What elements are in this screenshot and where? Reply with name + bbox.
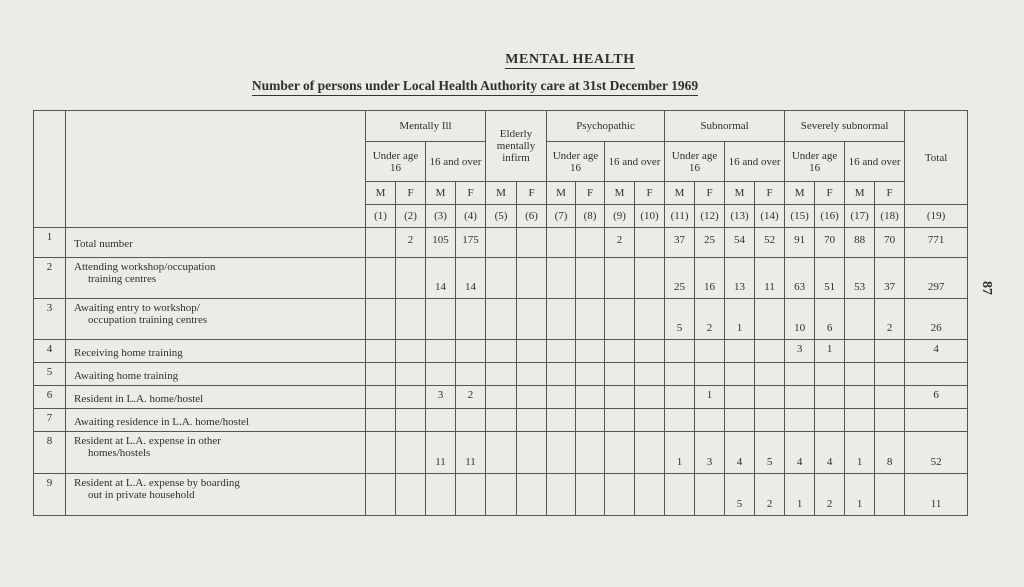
page-title: MENTAL HEALTH	[505, 52, 635, 67]
cell-value	[635, 432, 665, 474]
row-number: 3	[34, 299, 66, 340]
colnum: (9)	[605, 205, 635, 228]
cell-value	[635, 228, 665, 258]
row-number: 2	[34, 258, 66, 299]
cell-value: 70	[875, 228, 905, 258]
header-psychopathic: Psychopathic	[547, 111, 665, 142]
cell-value	[605, 258, 635, 299]
row-label	[66, 363, 366, 386]
table-row	[34, 432, 968, 474]
cell-value	[785, 363, 815, 386]
cell-value	[695, 363, 725, 386]
cell-value	[635, 299, 665, 340]
cell-value	[605, 432, 635, 474]
mental-health-table	[33, 110, 968, 516]
cell-value	[547, 258, 576, 299]
cell-total: 297	[905, 258, 968, 299]
table-caption: Number of persons under Local Health Authority care at 31st December 1969	[0, 78, 950, 94]
cell-value: 70	[815, 228, 845, 258]
cell-value	[576, 432, 605, 474]
header-age: 16 and over	[426, 142, 486, 182]
colnum: (10)	[635, 205, 665, 228]
cell-value: 88	[845, 228, 875, 258]
cell-value	[486, 340, 517, 363]
cell-value	[815, 386, 845, 409]
header-sex: F	[576, 182, 605, 205]
cell-value	[396, 386, 426, 409]
cell-value: 11	[456, 432, 486, 474]
cell-value	[366, 432, 396, 474]
cell-value	[665, 340, 695, 363]
cell-value	[635, 474, 665, 516]
row-number: 8	[34, 432, 66, 474]
row-label	[66, 386, 366, 409]
colnum: (2)	[396, 205, 426, 228]
cell-value	[547, 340, 576, 363]
cell-value: 2	[456, 386, 486, 409]
cell-value	[695, 474, 725, 516]
cell-value	[665, 363, 695, 386]
cell-value: 1	[845, 474, 875, 516]
table-row	[34, 386, 968, 409]
cell-total: 771	[905, 228, 968, 258]
cell-value	[875, 386, 905, 409]
cell-value: 25	[695, 228, 725, 258]
cell-value	[456, 340, 486, 363]
cell-value: 4	[785, 432, 815, 474]
cell-value: 51	[815, 258, 845, 299]
cell-value: 16	[695, 258, 725, 299]
cell-value	[845, 299, 875, 340]
header-sex: M	[426, 182, 456, 205]
cell-value	[486, 409, 517, 432]
header-sex: M	[547, 182, 576, 205]
row-label-line1: Total number	[74, 238, 133, 250]
cell-value	[576, 409, 605, 432]
cell-value	[785, 409, 815, 432]
cell-value	[635, 409, 665, 432]
cell-value	[547, 363, 576, 386]
cell-value	[486, 474, 517, 516]
cell-value	[785, 386, 815, 409]
cell-value: 175	[456, 228, 486, 258]
row-label-line1: Awaiting home training	[74, 369, 179, 382]
cell-value: 6	[815, 299, 845, 340]
cell-value	[725, 409, 755, 432]
cell-value	[665, 474, 695, 516]
cell-value	[725, 340, 755, 363]
colnum: (18)	[875, 205, 905, 228]
cell-value	[456, 363, 486, 386]
header-sex: M	[665, 182, 695, 205]
cell-value: 3	[426, 386, 456, 409]
cell-total	[905, 409, 968, 432]
row-label-line1: Resident at L.A. expense in other	[74, 435, 221, 447]
cell-value: 52	[755, 228, 785, 258]
header-age: 16 and over	[605, 142, 665, 182]
cell-value: 2	[875, 299, 905, 340]
row-number: 7	[34, 409, 66, 432]
cell-value	[366, 386, 396, 409]
row-number: 4	[34, 340, 66, 363]
row-number: 1	[34, 228, 66, 258]
colnum: (3)	[426, 205, 456, 228]
cell-value: 14	[426, 258, 456, 299]
table-row	[34, 409, 968, 432]
cell-value	[486, 228, 517, 258]
table-row	[34, 228, 968, 258]
header-total: Total	[905, 111, 968, 205]
header-sex: M	[605, 182, 635, 205]
row-label	[66, 228, 366, 258]
header-sex: F	[517, 182, 547, 205]
header-sex: M	[725, 182, 755, 205]
cell-value: 8	[875, 432, 905, 474]
cell-value	[875, 409, 905, 432]
cell-value: 2	[755, 474, 785, 516]
colnum: (16)	[815, 205, 845, 228]
colnum: (13)	[725, 205, 755, 228]
header-blank-num	[34, 111, 66, 228]
cell-value: 5	[665, 299, 695, 340]
page-number: 87	[979, 281, 994, 295]
row-label	[66, 432, 366, 474]
cell-value	[725, 363, 755, 386]
cell-value	[517, 258, 547, 299]
cell-value: 54	[725, 228, 755, 258]
cell-value	[875, 474, 905, 516]
header-sex: M	[366, 182, 396, 205]
cell-value	[517, 363, 547, 386]
cell-value	[605, 474, 635, 516]
cell-value: 91	[785, 228, 815, 258]
cell-value: 11	[755, 258, 785, 299]
colnum: (7)	[547, 205, 576, 228]
cell-value	[486, 363, 517, 386]
cell-value	[486, 299, 517, 340]
cell-value: 4	[725, 432, 755, 474]
row-label-line1: Attending workshop/occupation	[74, 261, 216, 273]
cell-value: 2	[605, 228, 635, 258]
colnum: (11)	[665, 205, 695, 228]
cell-value	[396, 363, 426, 386]
cell-value	[605, 340, 635, 363]
cell-value	[755, 409, 785, 432]
cell-value	[576, 340, 605, 363]
cell-value: 1	[845, 432, 875, 474]
colnum: (14)	[755, 205, 785, 228]
cell-value: 3	[785, 340, 815, 363]
cell-value	[635, 258, 665, 299]
cell-value	[426, 340, 456, 363]
cell-value	[396, 474, 426, 516]
cell-value	[456, 409, 486, 432]
cell-value	[486, 258, 517, 299]
cell-value	[605, 363, 635, 386]
cell-value	[456, 474, 486, 516]
cell-value: 1	[725, 299, 755, 340]
cell-value	[695, 409, 725, 432]
header-elderly: Elderly mentally infirm	[486, 111, 547, 182]
header-sex: F	[456, 182, 486, 205]
colnum: (6)	[517, 205, 547, 228]
cell-value	[396, 299, 426, 340]
header-age: Under age 16	[547, 142, 605, 182]
cell-value	[755, 299, 785, 340]
cell-total: 4	[905, 340, 968, 363]
cell-value	[547, 409, 576, 432]
cell-value	[517, 474, 547, 516]
cell-value	[517, 299, 547, 340]
cell-value	[366, 474, 396, 516]
cell-value	[517, 228, 547, 258]
cell-value	[547, 299, 576, 340]
cell-value	[517, 386, 547, 409]
cell-value	[456, 299, 486, 340]
row-label	[66, 299, 366, 340]
cell-value	[547, 386, 576, 409]
cell-value	[875, 363, 905, 386]
cell-value	[755, 340, 785, 363]
header-sex: M	[486, 182, 517, 205]
header-sex: F	[875, 182, 905, 205]
header-age: 16 and over	[845, 142, 905, 182]
header-row-groups	[34, 111, 968, 142]
table-row	[34, 299, 968, 340]
cell-value	[517, 340, 547, 363]
cell-value	[517, 432, 547, 474]
row-number: 6	[34, 386, 66, 409]
colnum-total: (19)	[905, 205, 968, 228]
cell-value: 11	[426, 432, 456, 474]
cell-value	[517, 409, 547, 432]
cell-value: 14	[456, 258, 486, 299]
header-sex: M	[845, 182, 875, 205]
cell-value: 1	[815, 340, 845, 363]
cell-value	[366, 340, 396, 363]
cell-value: 2	[815, 474, 845, 516]
header-severely-subnormal: Severely subnormal	[785, 111, 905, 142]
header-sex: F	[695, 182, 725, 205]
cell-value: 1	[695, 386, 725, 409]
cell-value: 25	[665, 258, 695, 299]
cell-value	[755, 386, 785, 409]
cell-value: 1	[785, 474, 815, 516]
cell-value: 5	[725, 474, 755, 516]
cell-value	[366, 258, 396, 299]
cell-value: 63	[785, 258, 815, 299]
cell-value	[845, 386, 875, 409]
table-row	[34, 340, 968, 363]
cell-value	[426, 474, 456, 516]
cell-value: 13	[725, 258, 755, 299]
table-body	[34, 228, 968, 516]
cell-value	[845, 340, 875, 363]
cell-total: 26	[905, 299, 968, 340]
cell-total: 6	[905, 386, 968, 409]
cell-value	[605, 299, 635, 340]
colnum: (4)	[456, 205, 486, 228]
cell-value: 2	[396, 228, 426, 258]
row-label-line2: occupation training centres	[88, 314, 208, 326]
cell-value	[426, 409, 456, 432]
header-subnormal: Subnormal	[665, 111, 785, 142]
cell-value	[396, 258, 426, 299]
cell-total: 52	[905, 432, 968, 474]
table-row	[34, 363, 968, 386]
row-label	[66, 474, 366, 516]
cell-value	[486, 432, 517, 474]
cell-value	[665, 409, 695, 432]
cell-value: 37	[875, 258, 905, 299]
colnum: (17)	[845, 205, 875, 228]
cell-value: 3	[695, 432, 725, 474]
cell-total: 11	[905, 474, 968, 516]
cell-value	[576, 258, 605, 299]
cell-value	[815, 363, 845, 386]
cell-value: 105	[426, 228, 456, 258]
row-label-line1: Receiving home training	[74, 346, 183, 359]
row-label	[66, 409, 366, 432]
row-label-line1: Awaiting entry to workshop/	[74, 302, 200, 314]
cell-value	[426, 363, 456, 386]
cell-value: 4	[815, 432, 845, 474]
colnum: (5)	[486, 205, 517, 228]
row-number: 5	[34, 363, 66, 386]
cell-value	[635, 386, 665, 409]
cell-value: 5	[755, 432, 785, 474]
cell-value	[845, 363, 875, 386]
header-sex: F	[635, 182, 665, 205]
cell-value	[605, 409, 635, 432]
cell-value	[366, 228, 396, 258]
cell-value	[576, 363, 605, 386]
cell-value	[725, 386, 755, 409]
cell-value	[486, 386, 517, 409]
cell-value	[605, 386, 635, 409]
cell-total	[905, 363, 968, 386]
colnum: (12)	[695, 205, 725, 228]
header-blank-label	[66, 111, 366, 228]
row-label-line2: out in private household	[88, 489, 195, 501]
row-label-line1: Resident in L.A. home/hostel	[74, 392, 204, 405]
header-age: Under age 16	[366, 142, 426, 182]
header-age: Under age 16	[665, 142, 725, 182]
cell-value	[366, 363, 396, 386]
cell-value	[396, 340, 426, 363]
cell-value	[576, 299, 605, 340]
cell-value	[845, 409, 875, 432]
row-label	[66, 258, 366, 299]
cell-value: 1	[665, 432, 695, 474]
header-sex: F	[396, 182, 426, 205]
cell-value	[815, 409, 845, 432]
row-number: 9	[34, 474, 66, 516]
header-sex: F	[755, 182, 785, 205]
cell-value	[396, 432, 426, 474]
colnum: (8)	[576, 205, 605, 228]
row-label-line1: Awaiting residence in L.A. home/hostel	[74, 415, 249, 428]
cell-value	[547, 432, 576, 474]
cell-value	[547, 228, 576, 258]
row-label-line1: Resident at L.A. expense by boarding	[74, 477, 240, 489]
row-label-line2: training centres	[88, 273, 157, 285]
row-label-line2: homes/hostels	[88, 447, 151, 459]
cell-value	[366, 299, 396, 340]
cell-value	[576, 228, 605, 258]
cell-value: 37	[665, 228, 695, 258]
header-sex: M	[785, 182, 815, 205]
header-age: Under age 16	[785, 142, 845, 182]
header-sex: F	[815, 182, 845, 205]
cell-value	[665, 386, 695, 409]
colnum: (1)	[366, 205, 396, 228]
header-age: 16 and over	[725, 142, 785, 182]
cell-value	[635, 363, 665, 386]
header-mentally-ill: Mentally Ill	[366, 111, 486, 142]
table-row	[34, 258, 968, 299]
cell-value	[366, 409, 396, 432]
row-label	[66, 340, 366, 363]
cell-value: 53	[845, 258, 875, 299]
cell-value	[755, 363, 785, 386]
cell-value	[635, 340, 665, 363]
cell-value	[576, 474, 605, 516]
cell-value: 10	[785, 299, 815, 340]
table-row	[34, 474, 968, 516]
colnum: (15)	[785, 205, 815, 228]
cell-value	[576, 386, 605, 409]
cell-value	[396, 409, 426, 432]
cell-value	[695, 340, 725, 363]
cell-value	[875, 340, 905, 363]
cell-value: 2	[695, 299, 725, 340]
cell-value	[426, 299, 456, 340]
cell-value	[547, 474, 576, 516]
